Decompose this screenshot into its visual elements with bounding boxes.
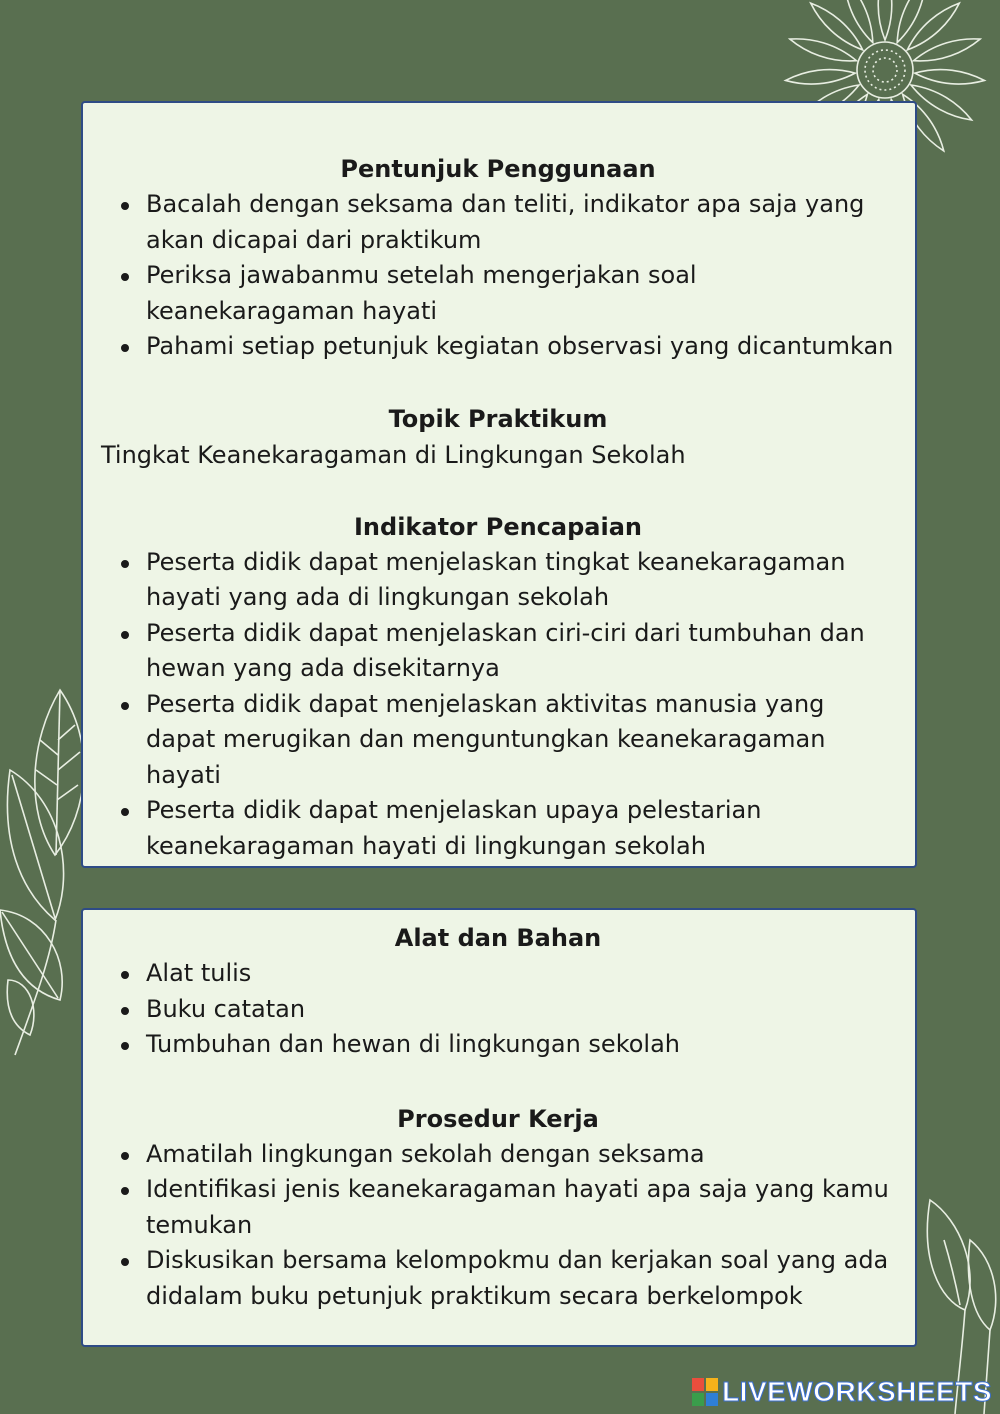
list-item: Peserta didik dapat menjelaskan tingkat keanekaragaman hayati yang ada di lingkungan sekolah: [101, 545, 895, 616]
section-indikator: [101, 509, 895, 865]
prosedur-title: Prosedur Kerja: [397, 1104, 599, 1133]
prosedur-list: [101, 1137, 895, 1315]
info-card-top: [81, 101, 917, 868]
list-item: Pahami setiap petunjuk kegiatan observasi yang dicantumkan: [101, 329, 895, 365]
list-item: Tumbuhan dan hewan di lingkungan sekolah: [101, 1027, 895, 1063]
list-item: Bacalah dengan seksama dan teliti, indikator apa saja yang akan dicapai dari praktikum: [101, 187, 895, 258]
list-item: Identifikasi jenis keanekaragaman hayati apa saja yang kamu temukan: [101, 1172, 895, 1243]
alat-list: [101, 956, 895, 1063]
section-prosedur: [101, 1101, 895, 1315]
liveworksheets-watermark[interactable]: [692, 1376, 992, 1408]
topik-text: Tingkat Keanekaragaman di Lingkungan Sekolah: [101, 440, 686, 469]
section-topik: [101, 401, 895, 473]
info-card-bottom: [81, 908, 917, 1347]
topik-title: Topik Praktikum: [388, 404, 608, 433]
section-petunjuk: [101, 151, 895, 365]
petunjuk-title: Pentunjuk Penggunaan: [340, 155, 656, 183]
petunjuk-list: [101, 187, 895, 365]
list-item: Peserta didik dapat menjelaskan ciri-ciri dari tumbuhan dan hewan yang ada disekitarnya: [101, 616, 895, 687]
list-item: Diskusikan bersama kelompokmu dan kerjakan soal yang ada didalam buku petunjuk praktikum secara berkelompok: [101, 1243, 895, 1314]
alat-title: Alat dan Bahan: [394, 924, 602, 952]
indikator-title: Indikator Pencapaian: [354, 512, 642, 541]
list-item: Periksa jawabanmu setelah mengerjakan soal keanekaragaman hayati: [101, 258, 895, 329]
watermark-text: LIVEWORKSHEETS: [722, 1376, 992, 1407]
section-alat: [101, 920, 895, 1063]
list-item: Buku catatan: [101, 992, 895, 1028]
liveworksheets-logo-icon: [692, 1378, 718, 1406]
list-item: Peserta didik dapat menjelaskan upaya pelestarian keanekaragaman hayati di lingkungan sekolah: [101, 793, 895, 864]
list-item: Amatilah lingkungan sekolah dengan seksama: [101, 1137, 895, 1173]
list-item: Peserta didik dapat menjelaskan aktivitas manusia yang dapat merugikan dan menguntungkan keanekaragaman hayati: [101, 687, 895, 794]
indikator-list: [101, 545, 895, 865]
list-item: Alat tulis: [101, 956, 895, 992]
